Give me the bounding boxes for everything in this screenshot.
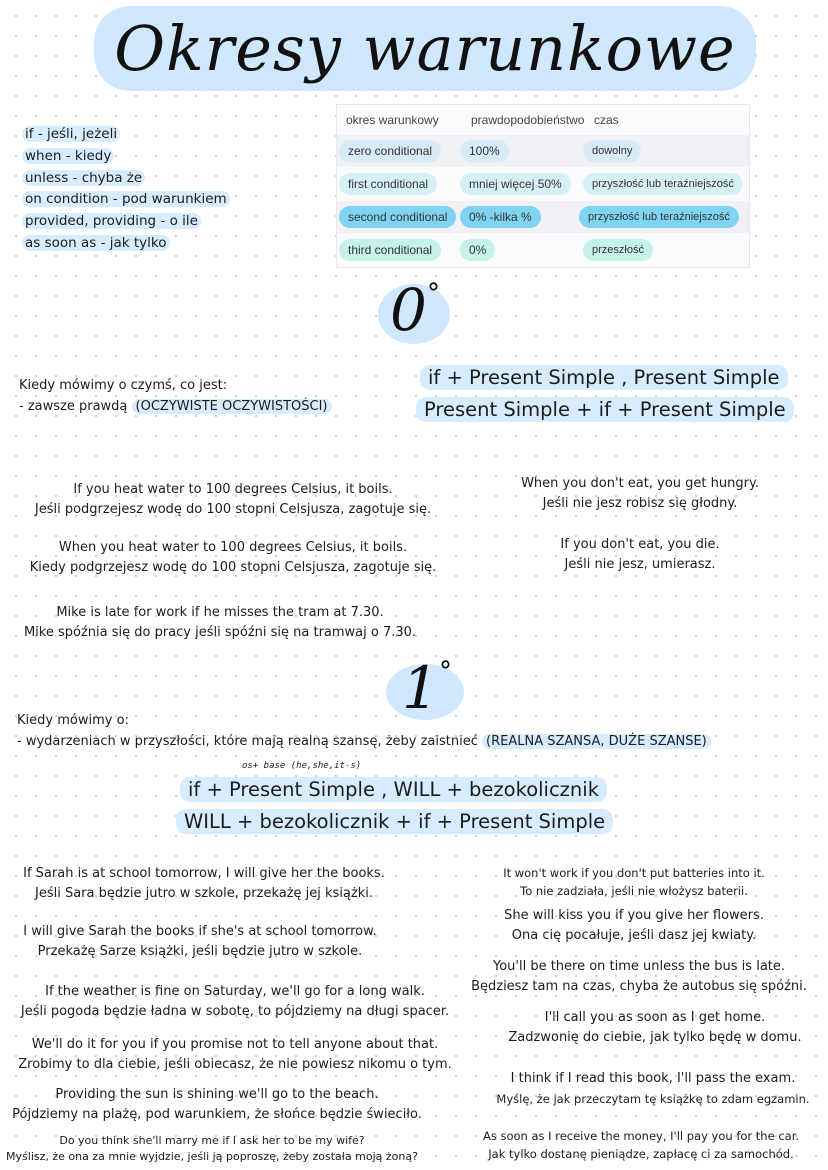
table-cell: przyszłość lub teraźniejszość — [583, 173, 743, 195]
example-pair: I'll call you as soon as I get home. Zadzwonię do ciebie, jak tylko będę w domu. — [508, 1010, 802, 1045]
zero-conditional-heading: 0° — [360, 276, 470, 356]
vocab-item: when - kiedy — [22, 146, 230, 168]
first-intro-2: - wydarzeniach w przyszłości, które mają realną szansę, żeby zaistnieć (REALNA SZANSA, DUŻE SZANSE) — [17, 734, 711, 749]
table-cell: second conditional — [339, 206, 456, 228]
example-pair: When you don't eat, you get hungry. Jeśli nie jesz robisz się głodny. — [521, 476, 759, 511]
example-pair: We'll do it for you if you promise not to tell anyone about that. Zrobimy to dla ciebie, jeśli obiecasz, że nie powiesz nikomu o tym. — [18, 1037, 452, 1072]
table-header: czas — [594, 113, 619, 127]
zero-formula-2: Present Simple + if + Present Simple — [416, 398, 794, 421]
table-header: prawdopodobieństwo — [471, 113, 585, 127]
handwritten-note: os+ base (he,she,it-s) — [242, 761, 362, 771]
page-title: Okresy warunkowe — [100, 4, 750, 94]
vocab-item: as soon as - jak tylko — [22, 233, 230, 255]
table-cell: dowolny — [583, 140, 641, 162]
first-formula-2: WILL + bezokolicznik + if + Present Simple — [176, 810, 613, 833]
example-pair: If Sarah is at school tomorrow, I will give her the books. Jeśli Sara będzie jutro w szkole, przekażę jej książki. — [23, 866, 385, 901]
first-formula-1: if + Present Simple , WILL + bezokolicznik — [180, 778, 607, 801]
zero-intro-2: - zawsze prawdą (OCZYWISTE OCZYWISTOŚCI) — [19, 399, 332, 414]
example-pair: I will give Sarah the books if she's at school tomorrow. Przekażę Sarze książki, jeśli będzie jutro w szkole. — [23, 924, 377, 959]
table-cell: third conditional — [339, 239, 441, 261]
table-cell: mniej więcej 50% — [460, 173, 571, 195]
example-pair: Mike is late for work if he misses the tram at 7.30. Mike spóźnia się do pracy jeśli spóźni się na tramwaj o 7.30. — [23, 605, 417, 640]
example-pair: Do you think she'll marry me if I ask her to be my wife? Myślisz, że ona za mnie wyjdzie, jeśli ją poproszę, żeby została moją żoną? — [6, 1134, 418, 1163]
table-cell: przeszłość — [583, 239, 653, 261]
example-pair: You'll be there on time unless the bus is late. Będziesz tam na czas, chyba że autobus się spóźni. — [471, 959, 807, 994]
vocabulary-list — [22, 124, 230, 255]
example-pair: She will kiss you if you give her flowers. Ona cię pocałuje, jeśli dasz jej kwiaty. — [504, 908, 764, 943]
table-row — [337, 234, 749, 266]
table-cell: 0% -kilka % — [460, 206, 541, 228]
zero-formula-1: if + Present Simple , Present Simple — [420, 366, 788, 389]
table-cell: first conditional — [339, 173, 437, 195]
first-intro-1: Kiedy mówimy o: — [17, 713, 129, 728]
example-pair: When you heat water to 100 degrees Celsius, it boils. Kiedy podgrzejesz wodę do 100 stopni Celsjusza, zagotuje się. — [29, 540, 437, 575]
conditionals-table — [336, 104, 750, 268]
example-pair: If the weather is fine on Saturday, we'll go for a long walk. Jeśli pogoda będzie ładna w sobotę, to pójdziemy na długi spacer. — [20, 984, 450, 1019]
zero-intro-1: Kiedy mówimy o czymś, co jest: — [19, 378, 228, 393]
example-pair: It won't work if you don't put batteries into it. To nie zadziała, jeśli nie włożysz baterii. — [503, 866, 765, 898]
table-cell: 0% — [460, 239, 495, 261]
table-cell: 100% — [460, 140, 509, 162]
table-row — [337, 135, 749, 167]
vocab-item: on condition - pod warunkiem — [22, 189, 230, 211]
table-cell: zero conditional — [339, 140, 441, 162]
example-pair: If you don't eat, you die. Jeśli nie jesz, umierasz. — [560, 537, 720, 572]
example-pair: Providing the sun is shining we'll go to the beach. Pójdziemy na plażę, pod warunkiem, że słońce będzie świeciło. — [12, 1087, 422, 1122]
vocab-item: provided, providing - o ile — [22, 211, 230, 233]
example-pair: As soon as I receive the money, I'll pay you for the car. Jak tylko dostanę pieniądze, zapłacę ci za samochód. — [482, 1129, 800, 1161]
vocab-item: unless - chyba że — [22, 168, 230, 190]
example-pair: I think if I read this book, I'll pass the exam. Myślę, że jak przeczytam tę książkę to zdam egzamin. — [496, 1071, 810, 1106]
first-intro-highlight: (REALNA SZANSA, DUŻE SZANSE) — [482, 734, 711, 749]
table-cell: przyszłość lub teraźniejszość — [579, 206, 739, 228]
table-row — [337, 201, 749, 233]
table-row — [337, 168, 749, 200]
table-header: okres warunkowy — [346, 113, 439, 127]
example-pair: If you heat water to 100 degrees Celsius, it boils. Jeśli podgrzejesz wodę do 100 stopni Celsjusza, zagotuje się. — [34, 482, 432, 517]
zero-intro-highlight: (OCZYWISTE OCZYWISTOŚCI) — [132, 399, 332, 414]
vocab-item: if - jeśli, jeżeli — [22, 124, 230, 146]
first-conditional-heading: 1° — [372, 654, 482, 734]
